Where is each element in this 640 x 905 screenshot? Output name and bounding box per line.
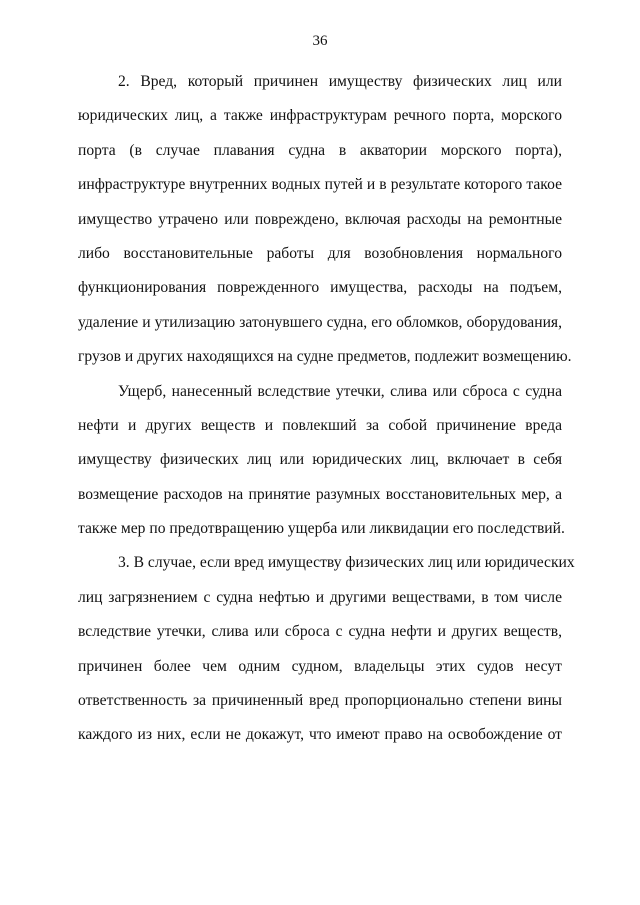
paragraph-damage bbox=[78, 375, 565, 547]
text-line: имуществу физических лиц или юридических лиц, включает в себя bbox=[78, 451, 562, 469]
page-number: 36 bbox=[312, 33, 328, 49]
text-line: либо восстановительные работы для возобновления нормального bbox=[78, 244, 562, 262]
text-line: 2. Вред, который причинен имуществу физических лиц или bbox=[118, 73, 562, 90]
text-line: имущество утрачено или повреждено, включая расходы на ремонтные bbox=[78, 210, 562, 228]
text-line: возмещение расходов на принятие разумных восстановительных мер, а bbox=[78, 485, 562, 503]
text-line: каждого из них, если не докажут, что имеют право на освобождение от bbox=[78, 726, 562, 744]
text-line: вследствие утечки, слива или сброса с судна нефти и других веществ, bbox=[78, 623, 562, 641]
paragraph-3 bbox=[78, 546, 575, 752]
text-line: инфраструктуре внутренних водных путей и в результате которого такое bbox=[78, 176, 562, 194]
text-line: функционирования поврежденного имущества, расходы на подъем, bbox=[78, 279, 562, 297]
document-body bbox=[78, 65, 575, 753]
text-line: порта (в случае плавания судна в акватории морского порта), bbox=[78, 141, 562, 159]
text-line: нефти и других веществ и повлекший за собой причинение вреда bbox=[78, 416, 562, 434]
text-line: причинен более чем одним судном, владельцы этих судов несут bbox=[78, 657, 562, 675]
text-line: удаление и утилизацию затонувшего судна, его обломков, оборудования, bbox=[78, 313, 562, 331]
text-line: Ущерб, нанесенный вследствие утечки, слива или сброса с судна bbox=[118, 382, 562, 400]
text-line: также мер по предотвращению ущерба или ликвидации его последствий. bbox=[78, 520, 565, 538]
text-line: юридических лиц, а также инфраструктурам речного порта, морского bbox=[78, 107, 562, 125]
paragraph-2 bbox=[78, 65, 572, 375]
text-line: лиц загрязнением с судна нефтью и другими веществами, в том числе bbox=[78, 588, 562, 606]
text-line: 3. В случае, если вред имуществу физических лиц или юридических bbox=[118, 554, 575, 572]
text-line: ответственность за причиненный вред пропорционально степени вины bbox=[78, 692, 562, 710]
text-line: грузов и других находящихся на судне предметов, подлежит возмещению. bbox=[78, 348, 572, 366]
